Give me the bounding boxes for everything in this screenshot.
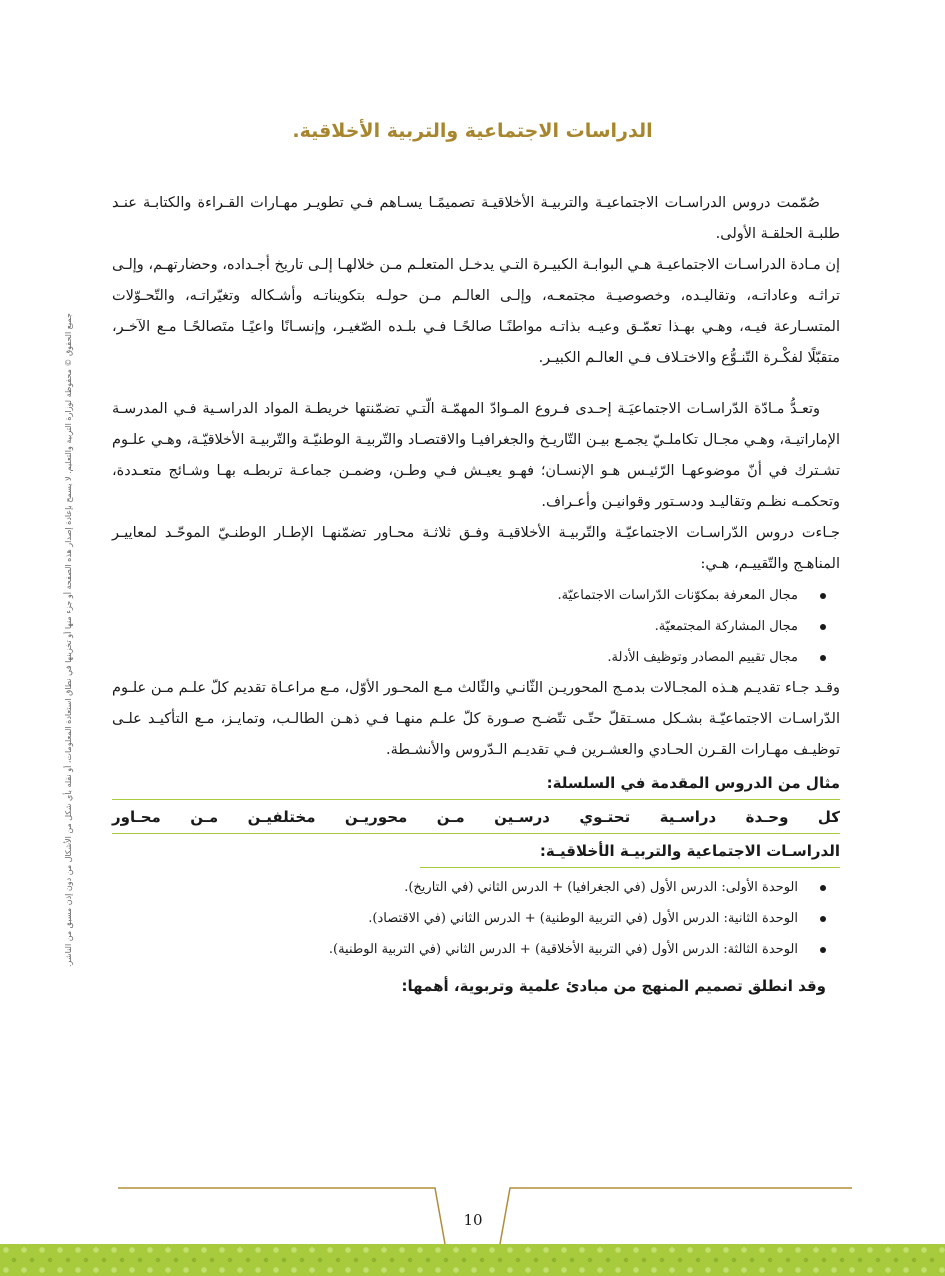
- page-number: 10: [463, 1211, 483, 1229]
- unit-heading-line-1: كل وحـدة دراسـية تحتـوي درسـين مـن محوريـن مختلفيـن مـن محـاور: [112, 800, 840, 834]
- bullet-icon: [820, 624, 826, 630]
- list-item: مجال المعرفة بمكوّنات الدّراسات الاجتماعيّة.: [112, 580, 826, 611]
- paragraph-axes-intro: جـاءت دروس الدّراسـات الاجتماعيّـة والتّربيـة الأخلاقيـة وفـق ثلاثـة محـاور تضمّنهـا الإطـار الوطنـيّ الموحّـد لمعاييـر المناهـج والتّقييـم، هـي:: [112, 525, 840, 572]
- paragraph-presentation: وقـد جـاء تقديـم هـذه المجـالات بدمـج المحوريـن الثّانـي والثّالث مـع المحـور الأوّل، مـع مراعـاة تقديم كلّ علـم مـن علـوم الدّراسـات الاجتماعيّـة بشـكل مسـتقلّ حتّـى تتّضـح صـورة كلّ علـم منهـا فـي ذهـن الطالـب، وتمايـز، مـع التأكيـد علـى توظيـف مهـارات القـرن الحـادي والعشـرين فـي تقديـم الـدّروس والأنشـطة.: [112, 680, 840, 758]
- paragraph-subject: إن مـادة الدراسـات الاجتماعيـة هـي البوابـة الكبيـرة التـي يدخـل المتعلـم مـن خلالهـا إلـى تاريخ أجـداده، وحضارتهـم، وإلـى تراثـه وعاداتـه، وتقاليـده، وخصوصيـة مجتمعـه، وإلـى العالـم مـن حولـه بتكويناتـه وأشـكاله وتغيّراتـه، والتّحـوّلات المتسـارعة فيـه، وهـي بهـذا تعمّـق وعيـه بذاتـه مواطنًـا صالحًـا فـي بلـده الصّغيـر، وإنسـانًا واعيًـا متَصالحًـا مـع الآخـر، متقبّلًا لفكْـرة التّنـوُّع والاختـلاف فـي العالـم الكبيـر.: [112, 257, 840, 366]
- frame-line-right: [500, 1188, 852, 1244]
- main-content: [112, 188, 840, 1002]
- paragraph-integration: وتعـدُّ مـادّة الدّراسـات الاجتماعيَـة إحـدى فـروع المـوادّ المهمّـة الّتـي تضمّنتها خريطـة المواد الدراسـية فـي المدرسـة الإماراتيـة، وهـي مجـال تكاملـيّ يجمـع بيـن التّاريـخ والجغرافيـا والاقتصـاد والتّربيـة الوطنيّـة والتّربيـة الأخلاقيّـة، وهـي علـوم تشـترك في أنّ موضوعهـا الرّئيـس هـو الإنسـان؛ فهـو يعيـش فـي وطـن، وضمـن جماعـة تربطـه بهـا وشـائج متعـددة، وتحكمـه نظـم وتقاليـد ودسـتور وقوانيـن وأعـراف.: [112, 401, 840, 510]
- principles-heading: وقد انطلق تصميم المنهج من مبادئ علمية وتربوية، أهمها:: [401, 977, 826, 995]
- copyright-note: جميع الحقوق © محفوظة لوزارة التربية والتعليم. لا يسمح بإعادة إصدار هذه الصفحة أو جزء منها أو تخزينها في نطاق استعادة المعلومات، أو نقله بأي شكل من الأشكال من دون إذن مسبق من الناشر.: [64, 313, 73, 967]
- bullet-icon: [820, 593, 826, 599]
- bullet-icon: [820, 947, 826, 953]
- axes-list: [112, 580, 826, 673]
- decorative-band: [0, 1244, 945, 1276]
- frame-line-left: [118, 1188, 445, 1244]
- list-item: مجال المشاركة المجتمعيّة.: [112, 611, 826, 642]
- list-item: الوحدة الثالثة: الدرس الأول (في التربية الأخلاقية) + الدرس الثاني (في التربية الوطنية).: [112, 934, 826, 965]
- units-list: [112, 872, 826, 965]
- page-title: الدراسات الاجتماعية والتربية الأخلاقية.: [292, 120, 653, 142]
- unit-heading-line-2: الدراسـات الاجتماعية والتربيـة الأخلاقيـة:: [420, 834, 840, 868]
- bullet-icon: [820, 916, 826, 922]
- list-item: الوحدة الثانية: الدرس الأول (في التربية الوطنية) + الدرس الثاني (في الاقتصاد).: [112, 903, 826, 934]
- paragraph-intro: صُمّمت دروس الدراسـات الاجتماعيـة والتربيـة الأخلاقيـة تصميمًـا يسـاهم فـي تطويـر مهـارات القـراءة والكتابـة عنـد طلبـة الحلقـة الأولى.: [112, 195, 840, 242]
- list-item: الوحدة الأولى: الدرس الأول (في الجغرافيا) + الدرس الثاني (في التاريخ).: [112, 872, 826, 903]
- bullet-icon: [820, 885, 826, 891]
- list-item: مجال تقييم المصادر وتوظيف الأدلة.: [112, 642, 826, 673]
- example-heading: مثال من الدروس المقدمة في السلسلة:: [112, 766, 840, 800]
- bullet-icon: [820, 655, 826, 661]
